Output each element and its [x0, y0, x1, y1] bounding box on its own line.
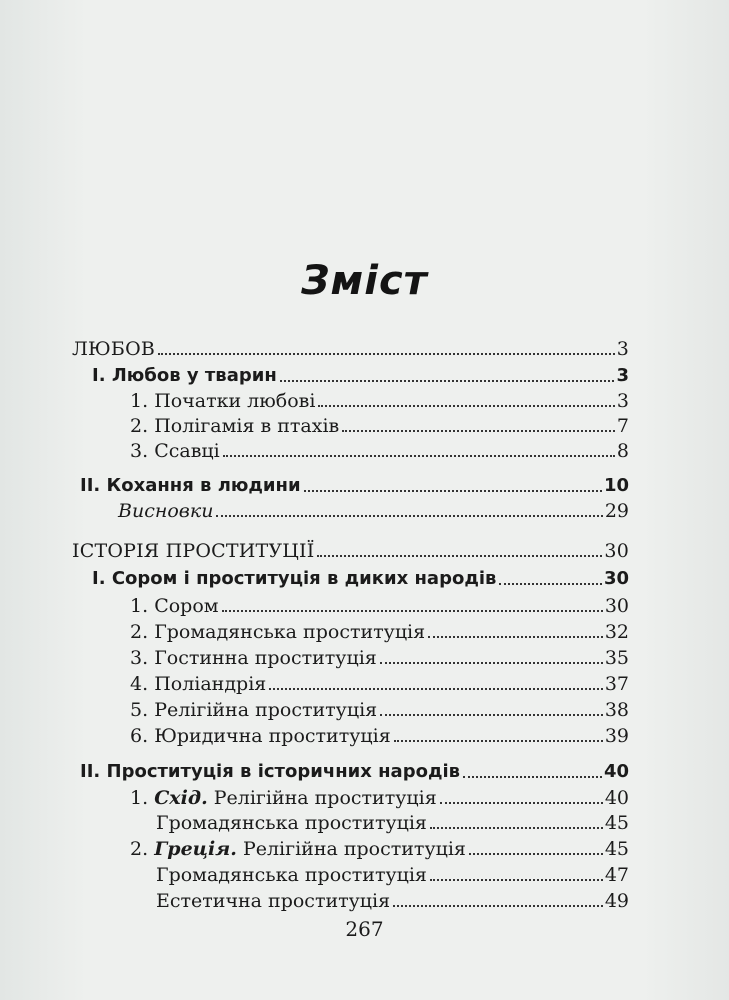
toc-entry [156, 886, 629, 912]
toc-entry-label [130, 415, 339, 437]
toc-entry-text: Релігійна проституція [213, 787, 437, 809]
toc-entry-number: 2. [130, 621, 149, 643]
toc-entry-label [130, 440, 220, 462]
page-title: Зміст [301, 258, 428, 304]
toc-entry-text: Любов у тварин [111, 365, 277, 386]
toc-entry-number: II. [80, 761, 101, 782]
leader-dots [430, 827, 603, 829]
toc-entry-page: 38 [604, 699, 629, 721]
toc-entry-label [130, 621, 425, 643]
toc-entry-page: 40 [604, 787, 629, 809]
leader-dots [394, 740, 603, 742]
toc-entry [80, 757, 629, 783]
toc-entry-label [130, 699, 377, 721]
toc-entry-label [130, 725, 391, 747]
toc-entry-page: 3 [616, 338, 629, 360]
leader-dots [463, 776, 602, 778]
leader-dots [430, 879, 603, 881]
toc-entry-page: 8 [616, 440, 629, 462]
leader-dots [342, 430, 615, 432]
toc-entry-label [130, 390, 315, 412]
toc-entry [72, 536, 629, 562]
toc-entry-page: 49 [604, 890, 629, 912]
toc-entry-text: Громадянська проституція [154, 621, 426, 643]
toc-entry-number: 5. [130, 699, 149, 721]
toc-entry-page: 39 [604, 725, 629, 747]
toc-entry-text: Початки любові [154, 390, 316, 412]
toc-entry-number: 6. [130, 725, 149, 747]
toc-entry-text: Релігійна проституція [154, 699, 378, 721]
toc-entry [130, 721, 629, 747]
toc-entry-page: 47 [604, 864, 629, 886]
leader-dots [380, 714, 603, 716]
toc-entry-label: ЛЮБОВ [72, 338, 156, 360]
leader-dots [223, 455, 615, 457]
toc-entry [80, 471, 629, 497]
toc-entry [130, 783, 629, 809]
toc-entry-page: 37 [604, 673, 629, 695]
toc-entry [130, 834, 629, 860]
leader-dots [269, 688, 603, 690]
toc-entry-page: 29 [604, 500, 629, 522]
toc-entry-page: 3 [616, 390, 629, 412]
toc-entry-number: 3. [130, 440, 149, 462]
toc-entry-page: 30 [604, 595, 629, 617]
toc-entry [130, 591, 629, 617]
toc-entry-label [92, 568, 496, 590]
toc-entry-page: 30 [604, 540, 629, 562]
toc-entry [156, 808, 629, 834]
toc-entry-number: 1. [130, 787, 149, 809]
toc-entry [130, 411, 629, 437]
toc-entry-label [130, 595, 219, 617]
toc-entry-label: Громадянська проституція [156, 812, 427, 834]
toc-entry-number: I. [92, 568, 106, 589]
toc-entry-text: Полігамія в птахів [154, 415, 340, 437]
toc-entry-number: 1. [130, 595, 149, 617]
toc-entry-number: 3. [130, 647, 149, 669]
toc-entry [130, 669, 629, 695]
toc-entry-emphasis: Греція. [154, 838, 237, 860]
leader-dots [380, 662, 603, 664]
toc-entry-label [130, 787, 437, 809]
leader-dots [216, 515, 602, 517]
toc-entry [130, 695, 629, 721]
leader-dots [393, 905, 603, 907]
toc-entry [92, 361, 629, 387]
toc-entry-text: Сором [154, 595, 219, 617]
toc-entry-text: Кохання в людини [106, 475, 301, 496]
leader-dots [158, 353, 615, 355]
toc-entry-text: Поліандрія [154, 673, 267, 695]
toc-entry [92, 564, 629, 590]
toc-entry-page: 32 [604, 621, 629, 643]
toc-entry-label: Громадянська проституція [156, 864, 427, 886]
toc-entry-text: Ссавці [154, 440, 220, 462]
toc-entry-page: 45 [604, 812, 629, 834]
toc-entry-text: Сором і проституція в диких народів [111, 568, 497, 589]
toc-entry-text: Юридична проституція [154, 725, 391, 747]
toc-entry [130, 643, 629, 669]
toc-entry-label [80, 475, 301, 497]
toc-entry-label: Висновки [118, 500, 214, 522]
leader-dots [317, 555, 602, 557]
leader-dots [222, 610, 603, 612]
toc-entry-text: Релігійна проституція [242, 838, 466, 860]
toc-entry-number: 2. [130, 838, 149, 860]
leader-dots [428, 636, 603, 638]
toc-entry-page: 10 [603, 475, 629, 496]
toc-entry-text: Гостинна проституція [154, 647, 377, 669]
toc-entry-page: 7 [616, 415, 629, 437]
leader-dots [318, 405, 614, 407]
toc-entry-page: 35 [604, 647, 629, 669]
toc-entry-label [130, 647, 377, 669]
leader-dots [499, 583, 602, 585]
toc-entry [156, 860, 629, 886]
toc-entry-number: II. [80, 475, 101, 496]
leader-dots [469, 853, 603, 855]
toc-entry-page: 3 [616, 365, 629, 386]
leader-dots [440, 802, 603, 804]
toc-entry [130, 617, 629, 643]
toc-entry [118, 496, 629, 522]
toc-entry [130, 436, 629, 462]
toc-entry-label [92, 365, 277, 387]
toc-entry-number: 2. [130, 415, 149, 437]
toc-entry-page: 40 [603, 761, 629, 782]
toc-entry-page: 45 [604, 838, 629, 860]
leader-dots [280, 380, 615, 382]
toc-entry-number: 4. [130, 673, 149, 695]
toc-entry [130, 386, 629, 412]
page-number: 267 [345, 917, 384, 941]
toc-entry-number: 1. [130, 390, 149, 412]
toc-entry-label [130, 673, 266, 695]
toc-entry-page: 30 [603, 568, 629, 589]
toc-entry-label: Естетична проституція [156, 890, 391, 912]
leader-dots [304, 490, 602, 492]
toc-entry-label: ІСТОРІЯ ПРОСТИТУЦІЇ [72, 540, 315, 562]
toc-entry-emphasis: Схід. [154, 787, 208, 809]
toc-entry-label [130, 838, 466, 860]
toc-entry-text: Проституція в історичних народів [106, 761, 461, 782]
toc-entry-number: I. [92, 365, 106, 386]
toc-entry [72, 334, 629, 360]
toc-entry-label [80, 761, 460, 783]
